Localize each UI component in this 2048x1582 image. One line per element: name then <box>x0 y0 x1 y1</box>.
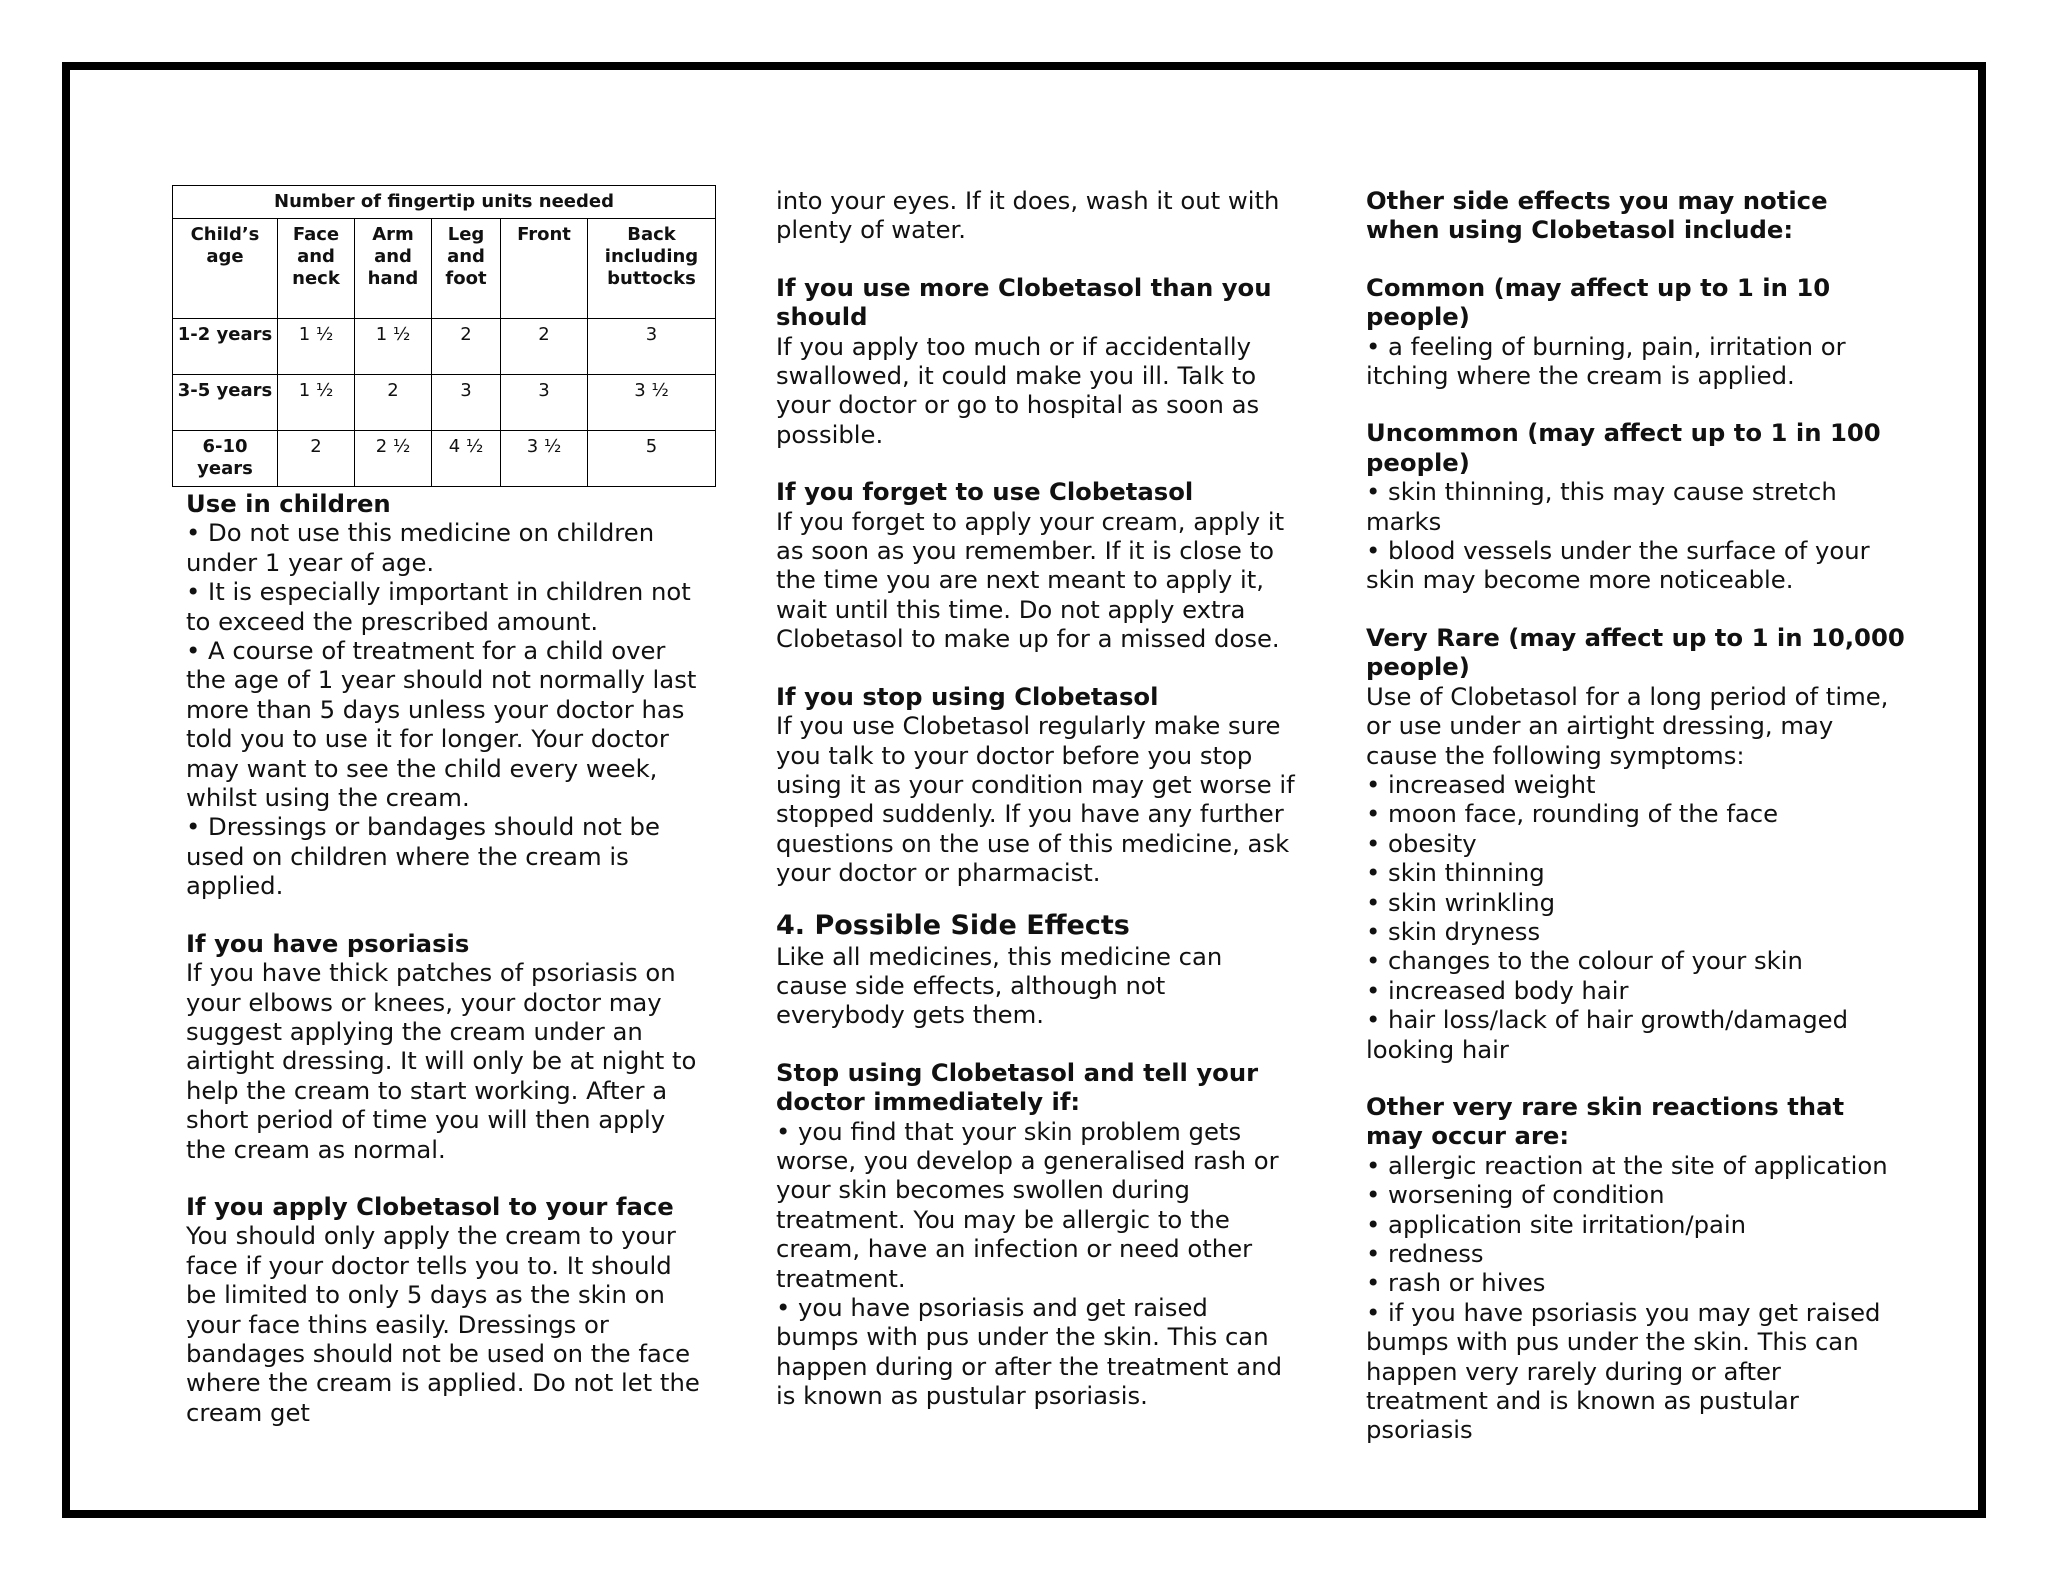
list-item: • if you have psoriasis you may get raised bumps with pus under the skin. This can happen very rarely during or after treatment and is known as pustular psoriasis <box>1366 1297 1881 1445</box>
column-1 <box>177 185 706 1427</box>
table-cell: 1 ½ <box>278 319 355 375</box>
table-cell: 3 <box>432 375 501 431</box>
overdose-heading: If you use more Clobetasol than you should <box>776 272 1272 332</box>
list-item: • rash or hives <box>1366 1268 1546 1298</box>
stop-immediately-heading: Stop using Clobetasol and tell your doctor immediately if: <box>776 1057 1259 1117</box>
table-cell: 2 ½ <box>355 431 432 487</box>
very-rare-heading: Very Rare (may affect up to 1 in 10,000 people) <box>1366 622 1905 682</box>
section-heading: 4. Possible Side Effects <box>776 909 1130 941</box>
table-row <box>173 375 716 431</box>
header-cell: Back including buttocks <box>588 219 716 319</box>
list-item: • you find that your skin problem gets worse, you develop a generalised rash or your skin becomes swollen during treatment. You may be allergic to the cream, have an infection or need other treatment. <box>776 1116 1279 1293</box>
table-cell: 1 ½ <box>278 375 355 431</box>
children-heading: Use in children <box>186 489 391 518</box>
other-effects-heading: Other side effects you may notice when using Clobetasol include: <box>1366 186 1828 245</box>
column-3 <box>1366 186 1906 1445</box>
list-item: • skin thinning, this may cause stretch marks <box>1366 477 1837 536</box>
header-cell: Front <box>501 219 588 319</box>
table-cell: 3-5 years <box>173 375 278 431</box>
psoriasis-heading: If you have psoriasis <box>186 928 470 958</box>
list-item: • skin dryness <box>1366 916 1541 946</box>
list-item: • Do not use this medicine on children under 1 year of age. <box>186 518 655 577</box>
table-cell: 2 <box>501 319 588 375</box>
continuation-text: into your eyes. If it does, wash it out with plenty of water. <box>776 186 1280 245</box>
list-item: • skin thinning <box>1366 858 1545 888</box>
list-item: • hair loss/lack of hair growth/damaged looking hair <box>1366 1005 1848 1064</box>
fingertip-units-table <box>172 185 716 487</box>
common-heading: Common (may affect up to 1 in 10 people) <box>1366 272 1831 332</box>
list-item: • moon face, rounding of the face <box>1366 799 1779 829</box>
table-header-row <box>173 219 716 319</box>
list-item: • skin wrinkling <box>1366 887 1556 917</box>
list-item: • It is especially important in children not to exceed the prescribed amount. <box>186 577 691 636</box>
very-rare-text: Use of Clobetasol for a long period of time, or use under an airtight dressing, may cause the following symptoms: <box>1366 681 1889 770</box>
table-cell: 3 ½ <box>501 431 588 487</box>
overdose-text: If you apply too much or if accidentally swallowed, it could make you ill. Talk to your doctor or go to hospital as soon as possible. <box>776 331 1260 449</box>
table-row <box>173 431 716 487</box>
stop-text: If you use Clobetasol regularly make sure you talk to your doctor before you stop using it as your condition may get worse if stopped suddenly. If you have any further questions on the use of this medicine, ask your doctor or pharmacist. <box>776 711 1295 888</box>
list-item: • obesity <box>1366 828 1477 858</box>
stop-heading: If you stop using Clobetasol <box>776 681 1159 711</box>
header-cell: Face and neck <box>278 219 355 319</box>
column-2 <box>776 186 1296 1411</box>
section-text: Like all medicines, this medicine can cause side effects, although not everybody gets them. <box>776 941 1223 1030</box>
table-cell: 3 <box>501 375 588 431</box>
list-item: • Dressings or bandages should not be used on children where the cream is applied. <box>186 812 660 901</box>
list-item: • a feeling of burning, pain, irritation or itching where the cream is applied. <box>1366 331 1846 391</box>
list-item: • blood vessels under the surface of your skin may become more noticeable. <box>1366 536 1870 595</box>
list-item: • A course of treatment for a child over the age of 1 year should not normally last more than 5 days unless your doctor has told you to use it for longer. Your doctor may want to see the child every week, whilst using the cream. <box>186 636 697 813</box>
list-item: • allergic reaction at the site of application <box>1366 1150 1888 1180</box>
table-cell: 1-2 years <box>173 319 278 375</box>
list-item: • worsening of condition <box>1366 1180 1665 1210</box>
uncommon-heading: Uncommon (may affect up to 1 in 100 people) <box>1366 418 1881 477</box>
list-item: • increased weight <box>1366 769 1596 799</box>
table-cell: 3 ½ <box>588 375 716 431</box>
forget-text: If you forget to apply your cream, apply it as soon as you remember. If it is close to the time you are next meant to apply it, wait until this time. Do not apply extra Clobetasol to make up for a missed dose. <box>776 506 1285 654</box>
table-row <box>173 319 716 375</box>
forget-heading: If you forget to use Clobetasol <box>776 477 1194 507</box>
table-cell: 3 <box>588 319 716 375</box>
list-item: • redness <box>1366 1239 1484 1268</box>
header-cell: Leg and foot <box>432 219 501 319</box>
psoriasis-text: If you have thick patches of psoriasis on your elbows or knees, your doctor may suggest applying the cream under an airtight dressing. It will only be at night to help the cream to start working. After a short period of time you will then apply the cream as normal. <box>186 958 697 1164</box>
skin-reactions-heading: Other very rare skin reactions that may occur are: <box>1366 1091 1845 1151</box>
table-cell: 4 ½ <box>432 431 501 487</box>
table-cell: 5 <box>588 431 716 487</box>
list-item: • increased body hair <box>1366 975 1629 1005</box>
table-cell: 2 <box>278 431 355 487</box>
face-heading: If you apply Clobetasol to your face <box>186 1191 674 1221</box>
table-caption: Number of fingertip units needed <box>173 186 716 219</box>
table-cell: 6-10 years <box>173 431 278 487</box>
table-cell: 1 ½ <box>355 319 432 375</box>
header-cell: Arm and hand <box>355 219 432 319</box>
table-cell: 2 <box>432 319 501 375</box>
header-cell: Child’s age <box>173 219 278 319</box>
list-item: • changes to the colour of your skin <box>1366 946 1803 976</box>
face-text: You should only apply the cream to your face if your doctor tells you to. It should be limited to only 5 days as the skin on your face thins easily. Dressings or bandages should not be used on the face where the cream is applied. Do not let the cream get <box>186 1221 700 1427</box>
table-cell: 2 <box>355 375 432 431</box>
list-item: • application site irritation/pain <box>1366 1209 1747 1239</box>
list-item: • you have psoriasis and get raised bumps with pus under the skin. This can happen during or after the treatment and is known as pustular psoriasis. <box>776 1293 1283 1411</box>
